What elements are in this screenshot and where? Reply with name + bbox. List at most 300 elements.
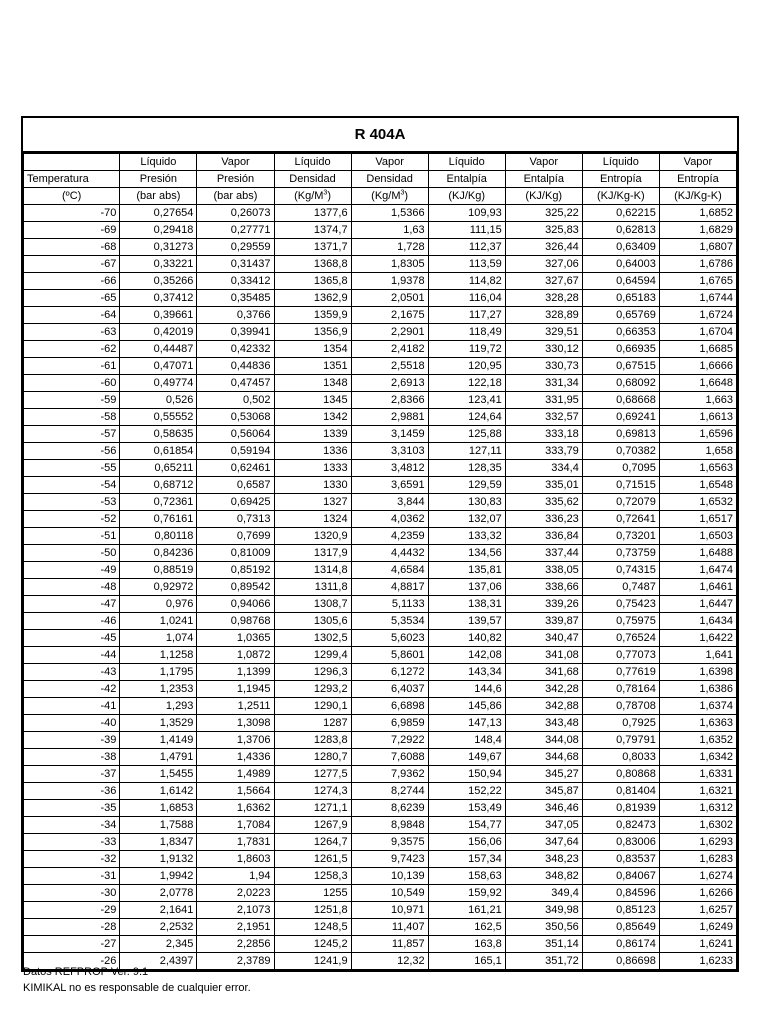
value-cell: 2,4397 [120,953,197,970]
value-cell: 149,67 [428,749,505,766]
value-cell: 7,6088 [351,749,428,766]
value-cell: 332,57 [505,409,582,426]
temperature-cell: -29 [24,902,120,919]
value-cell: 1241,9 [274,953,351,970]
value-cell: 1,6807 [659,239,736,256]
value-cell: 348,82 [505,868,582,885]
value-cell: 1,6786 [659,256,736,273]
value-cell: 2,9881 [351,409,428,426]
value-cell: 140,82 [428,630,505,647]
value-cell: 0,62813 [582,222,659,239]
value-cell: 5,3534 [351,613,428,630]
value-cell: 0,75423 [582,596,659,613]
header-text: (KJ/Kg-K) [674,190,722,202]
value-cell: 0,64594 [582,273,659,290]
table-row [24,324,737,341]
value-cell: 4,0362 [351,511,428,528]
value-cell: 1296,3 [274,664,351,681]
header-cell [197,154,274,171]
header-cell [428,171,505,188]
value-cell: 2,345 [120,936,197,953]
header-cell [120,188,197,205]
value-cell: 348,23 [505,851,582,868]
header-cell [428,188,505,205]
value-cell: 1,5664 [197,783,274,800]
value-cell: 351,14 [505,936,582,953]
value-cell: 0,42019 [120,324,197,341]
temperature-cell: -52 [24,511,120,528]
value-cell: 0,33221 [120,256,197,273]
value-cell: 3,1459 [351,426,428,443]
value-cell: 0,63409 [582,239,659,256]
value-cell: 1,9132 [120,851,197,868]
header-cell [351,171,428,188]
value-cell: 118,49 [428,324,505,341]
header-row1 [24,154,737,171]
value-cell: 6,4037 [351,681,428,698]
value-cell: 1371,7 [274,239,351,256]
table-row [24,545,737,562]
value-cell: 1,6362 [197,800,274,817]
value-cell: 0,84236 [120,545,197,562]
value-cell: 1,1258 [120,647,197,664]
value-cell: 1348 [274,375,351,392]
value-cell: 325,83 [505,222,582,239]
value-cell: 0,83537 [582,851,659,868]
value-cell: 0,29559 [197,239,274,256]
value-cell: 4,4432 [351,545,428,562]
value-cell: 1,0365 [197,630,274,647]
value-cell: 327,06 [505,256,582,273]
value-cell: 0,7699 [197,528,274,545]
temperature-cell: -53 [24,494,120,511]
value-cell: 0,6587 [197,477,274,494]
value-cell: 335,01 [505,477,582,494]
value-cell: 343,48 [505,715,582,732]
value-cell: 0,39661 [120,307,197,324]
value-cell: 328,89 [505,307,582,324]
table-row [24,783,737,800]
value-cell: 124,64 [428,409,505,426]
value-cell: 1,6852 [659,205,736,222]
value-cell: 1,6274 [659,868,736,885]
value-cell: 1,6266 [659,885,736,902]
value-cell: 0,75975 [582,613,659,630]
temperature-cell: -61 [24,358,120,375]
value-cell: 1267,9 [274,817,351,834]
value-cell: 1,6563 [659,460,736,477]
value-cell: 0,78708 [582,698,659,715]
value-cell: 0,59194 [197,443,274,460]
value-cell: 336,84 [505,528,582,545]
value-cell: 1314,8 [274,562,351,579]
value-cell: 1362,9 [274,290,351,307]
value-cell: 1,7831 [197,834,274,851]
value-cell: 1,2353 [120,681,197,698]
value-cell: 345,87 [505,783,582,800]
value-cell: 0,62461 [197,460,274,477]
table-row [24,392,737,409]
temperature-cell: -38 [24,749,120,766]
value-cell: 125,88 [428,426,505,443]
header-cell [274,154,351,171]
value-cell: 0,7095 [582,460,659,477]
temperature-cell: -69 [24,222,120,239]
value-cell: 0,78164 [582,681,659,698]
value-cell: 1,6532 [659,494,736,511]
value-cell: 0,72361 [120,494,197,511]
value-cell: 1356,9 [274,324,351,341]
header-text: Vapor [221,156,250,168]
value-cell: 111,15 [428,222,505,239]
value-cell: 325,22 [505,205,582,222]
value-cell: 0,7487 [582,579,659,596]
value-cell: 133,32 [428,528,505,545]
value-cell: 0,84596 [582,885,659,902]
value-cell: 1336 [274,443,351,460]
header-text: Entalpía [523,173,564,185]
value-cell: 1,0872 [197,647,274,664]
value-cell: 0,98768 [197,613,274,630]
table-row [24,205,737,222]
value-cell: 2,1073 [197,902,274,919]
temperature-cell: -56 [24,443,120,460]
value-cell: 117,27 [428,307,505,324]
value-cell: 0,7313 [197,511,274,528]
table-row [24,868,737,885]
value-cell: 0,27771 [197,222,274,239]
temperature-cell: -54 [24,477,120,494]
value-cell: 0,68668 [582,392,659,409]
value-cell: 1,658 [659,443,736,460]
header-text: Vapor [529,156,559,168]
value-cell: 0,47071 [120,358,197,375]
header-text: Presión [216,173,255,185]
value-cell: 2,0223 [197,885,274,902]
table-row [24,800,737,817]
table-row [24,732,737,749]
value-cell: 1,6363 [659,715,736,732]
value-cell: 0,35485 [197,290,274,307]
value-cell: 327,67 [505,273,582,290]
table-row [24,817,737,834]
temperature-cell: -34 [24,817,120,834]
value-cell: 1,8305 [351,256,428,273]
header-cell [505,188,582,205]
value-cell: 0,86174 [582,936,659,953]
value-cell: 1,6704 [659,324,736,341]
value-cell: 1,3706 [197,732,274,749]
value-cell: 162,5 [428,919,505,936]
value-cell: 0,44836 [197,358,274,375]
table-row [24,222,737,239]
value-cell: 0,69813 [582,426,659,443]
value-cell: 1302,5 [274,630,351,647]
value-cell: 2,1641 [120,902,197,919]
temperature-cell: -41 [24,698,120,715]
value-cell: 1,6321 [659,783,736,800]
value-cell: 0,70382 [582,443,659,460]
header-cell [24,171,120,188]
value-cell: 331,95 [505,392,582,409]
value-cell: 1,641 [659,647,736,664]
value-cell: 6,1272 [351,664,428,681]
value-cell: 331,34 [505,375,582,392]
value-cell: 0,42332 [197,341,274,358]
value-cell: 116,04 [428,290,505,307]
header-cell [582,154,659,171]
value-cell: 3,6591 [351,477,428,494]
value-cell: 1,6488 [659,545,736,562]
value-cell: 0,31273 [120,239,197,256]
value-cell: 1351 [274,358,351,375]
value-cell: 1277,5 [274,766,351,783]
value-cell: 338,66 [505,579,582,596]
header-cell [582,171,659,188]
header-cell [24,154,120,171]
value-cell: 1271,1 [274,800,351,817]
value-cell: 0,66935 [582,341,659,358]
value-cell: 143,34 [428,664,505,681]
value-cell: 1359,9 [274,307,351,324]
value-cell: 1287 [274,715,351,732]
value-cell: 0,35266 [120,273,197,290]
value-cell: 1,4989 [197,766,274,783]
value-cell: 0,3766 [197,307,274,324]
table-row [24,749,737,766]
temperature-cell: -50 [24,545,120,562]
value-cell: 0,71515 [582,477,659,494]
value-cell: 0,81404 [582,783,659,800]
value-cell: 0,29418 [120,222,197,239]
table-row [24,426,737,443]
value-cell: 0,47457 [197,375,274,392]
value-cell: 1,6374 [659,698,736,715]
header-text: Presión [139,173,178,185]
header-cell [197,188,274,205]
value-cell: 1,6685 [659,341,736,358]
value-cell: 0,37412 [120,290,197,307]
value-cell: 345,27 [505,766,582,783]
disclaimer-note: KIMIKAL no es responsable de cualquier error. [23,982,251,994]
table-row [24,579,737,596]
temperature-cell: -27 [24,936,120,953]
value-cell: 1,6648 [659,375,736,392]
value-cell: 152,22 [428,783,505,800]
value-cell: 128,35 [428,460,505,477]
value-cell: 0,976 [120,596,197,613]
value-cell: 0,88519 [120,562,197,579]
value-cell: 0,64003 [582,256,659,273]
value-cell: 344,08 [505,732,582,749]
table-row [24,698,737,715]
value-cell: 7,9362 [351,766,428,783]
value-cell: 1,6434 [659,613,736,630]
value-cell: 1,6474 [659,562,736,579]
value-cell: 1299,4 [274,647,351,664]
value-cell: 2,3789 [197,953,274,970]
value-cell: 2,1675 [351,307,428,324]
value-cell: 0,81939 [582,800,659,817]
value-cell: 134,56 [428,545,505,562]
source-note: Datos REFPROP Ver. 9.1 [23,966,149,978]
value-cell: 329,51 [505,324,582,341]
value-cell: 1,6241 [659,936,736,953]
value-cell: 154,77 [428,817,505,834]
value-cell: 2,0778 [120,885,197,902]
value-cell: 1327 [274,494,351,511]
value-cell: 139,57 [428,613,505,630]
value-cell: 0,89542 [197,579,274,596]
value-cell: 1342 [274,409,351,426]
value-cell: 1,6724 [659,307,736,324]
value-cell: 1,6744 [659,290,736,307]
value-cell: 0,94066 [197,596,274,613]
header-cell [24,188,120,205]
temperature-cell: -60 [24,375,120,392]
value-cell: 0,56064 [197,426,274,443]
value-cell: 1,0241 [120,613,197,630]
temperature-cell: -30 [24,885,120,902]
header-text: Líquido [448,156,485,168]
properties-table [23,153,737,970]
value-cell: 0,65211 [120,460,197,477]
value-cell: 330,73 [505,358,582,375]
header-cell [505,171,582,188]
table-row [24,494,737,511]
value-cell: 0,77619 [582,664,659,681]
value-cell: 1,6302 [659,817,736,834]
table-row [24,919,737,936]
value-cell: 161,21 [428,902,505,919]
value-cell: 1,6233 [659,953,736,970]
value-cell: 1,6342 [659,749,736,766]
value-cell: 0,73759 [582,545,659,562]
value-cell: 1,5455 [120,766,197,783]
value-cell: 337,44 [505,545,582,562]
header-cell [351,188,428,205]
value-cell: 1354 [274,341,351,358]
header-text: Líquido [140,156,177,168]
value-cell: 334,4 [505,460,582,477]
value-cell: 158,63 [428,868,505,885]
value-cell: 1,63 [351,222,428,239]
value-cell: 0,84067 [582,868,659,885]
value-cell: 1,728 [351,239,428,256]
value-cell: 1377,6 [274,205,351,222]
value-cell: 2,5518 [351,358,428,375]
value-cell: 144,6 [428,681,505,698]
close-paren: ) [404,190,409,202]
value-cell: 0,8033 [582,749,659,766]
value-cell: 1,6853 [120,800,197,817]
value-cell: 1245,2 [274,936,351,953]
header-cell [120,154,197,171]
value-cell: 344,68 [505,749,582,766]
temperature-cell: -70 [24,205,120,222]
value-cell: 1,8603 [197,851,274,868]
value-cell: 0,85123 [582,902,659,919]
value-cell: 1,6422 [659,630,736,647]
value-cell: 3,844 [351,494,428,511]
header-text: Líquido [602,156,639,168]
value-cell: 1311,8 [274,579,351,596]
table-row [24,528,737,545]
value-cell: 0,80868 [582,766,659,783]
value-cell: 5,1133 [351,596,428,613]
header-row3 [24,188,737,205]
table-row [24,307,737,324]
table-row [24,443,737,460]
value-cell: 1283,8 [274,732,351,749]
temperature-cell: -64 [24,307,120,324]
value-cell: 0,67515 [582,358,659,375]
value-cell: 1,6257 [659,902,736,919]
value-cell: 0,81009 [197,545,274,562]
value-cell: 1,6312 [659,800,736,817]
value-cell: 1,6461 [659,579,736,596]
temperature-cell: -26 [24,953,120,970]
value-cell: 1374,7 [274,222,351,239]
temperature-cell: -42 [24,681,120,698]
value-cell: 0,65769 [582,307,659,324]
value-cell: 4,2359 [351,528,428,545]
table-row [24,358,737,375]
value-cell: 341,68 [505,664,582,681]
value-cell: 1,4791 [120,749,197,766]
table-row [24,647,737,664]
value-cell: 349,4 [505,885,582,902]
value-cell: 7,2922 [351,732,428,749]
header-text: (ºC) [62,190,82,202]
value-cell: 114,82 [428,273,505,290]
value-cell: 1,6548 [659,477,736,494]
value-cell: 159,92 [428,885,505,902]
value-cell: 6,6898 [351,698,428,715]
value-cell: 0,76524 [582,630,659,647]
header-cell [659,154,736,171]
value-cell: 1,6249 [659,919,736,936]
value-cell: 0,58635 [120,426,197,443]
table-row [24,936,737,953]
temperature-cell: -32 [24,851,120,868]
value-cell: 2,2856 [197,936,274,953]
value-cell: 0,33412 [197,273,274,290]
value-cell: 0,92972 [120,579,197,596]
value-cell: 2,8366 [351,392,428,409]
value-cell: 1,6613 [659,409,736,426]
value-cell: 9,7423 [351,851,428,868]
value-cell: 333,79 [505,443,582,460]
value-cell: 12,32 [351,953,428,970]
header-cell [274,171,351,188]
value-cell: 1251,8 [274,902,351,919]
value-cell: 4,6584 [351,562,428,579]
table-header [24,154,737,205]
value-cell: 1264,7 [274,834,351,851]
value-cell: 120,95 [428,358,505,375]
temperature-cell: -39 [24,732,120,749]
header-row2 [24,171,737,188]
value-cell: 163,8 [428,936,505,953]
header-text: (Kg/M [371,190,401,202]
value-cell: 1258,3 [274,868,351,885]
value-cell: 1,94 [197,868,274,885]
header-text: Densidad [289,173,336,185]
value-cell: 1368,8 [274,256,351,273]
value-cell: 5,8601 [351,647,428,664]
value-cell: 148,4 [428,732,505,749]
